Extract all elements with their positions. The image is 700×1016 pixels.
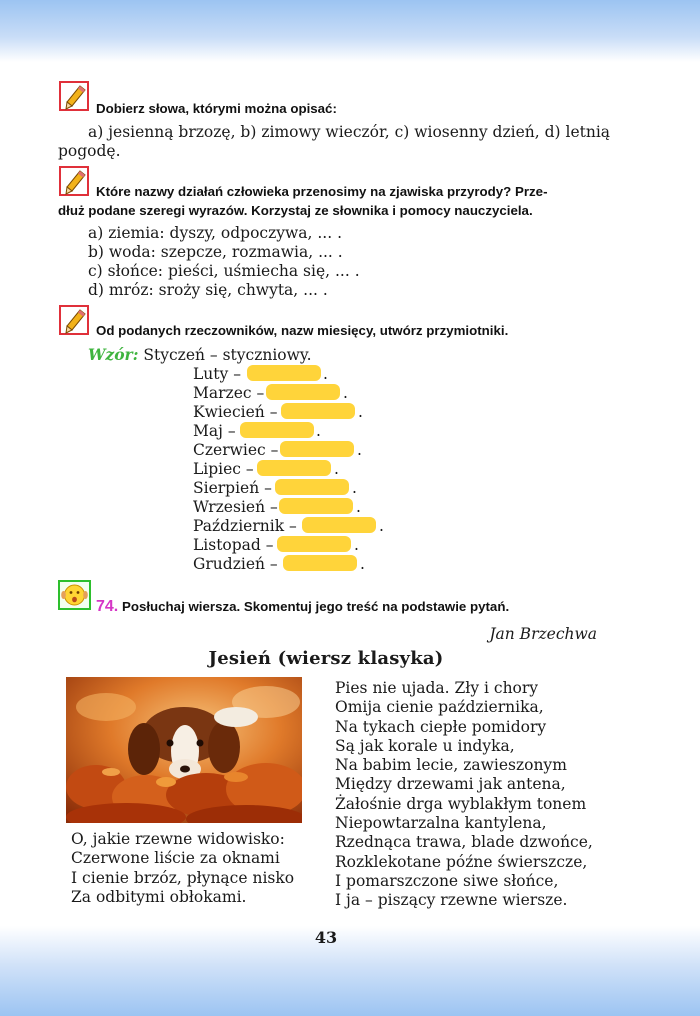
answer-blank[interactable] [283,555,357,571]
period: . [343,384,348,402]
task-3-title: Od podanych rzeczowników, nazw miesięcy, utwórz przymiotniki. [96,323,509,338]
period: . [354,536,359,554]
poem-line: Pies nie ujada. Zły i chory [335,679,539,697]
answer-blank[interactable] [240,422,314,438]
answer-blank[interactable] [280,441,354,457]
answer-blank[interactable] [281,403,355,419]
listen-smiley-icon [58,580,91,610]
poem-title: Jesień (wiersz klasyka) [208,648,444,669]
answer-blank[interactable] [302,517,376,533]
task-1-title: Dobierz słowa, którymi można opisać: [96,101,337,116]
task-2-item: d) mróz: sroży się, chwyta, ... . [88,281,328,299]
period: . [334,460,339,478]
wzor-example [88,345,312,365]
period: . [358,403,363,421]
poem-line: Na tykach ciepłe pomidory [335,717,547,736]
month-label: Maj – [193,422,236,440]
poem-line: Są jak korale u indyka, [335,736,515,755]
wzor-text: Styczeń – styczniowy. [143,346,312,364]
task-2-item: c) słońce: pieści, uśmiecha się, ... . [88,262,360,280]
answer-blank[interactable] [257,460,331,476]
answer-blank[interactable] [277,536,351,552]
month-label: Grudzień – [193,555,278,573]
poem-line: Rzednąca trawa, blade dzwońce, [335,833,593,852]
page-header-band [0,0,700,62]
month-label: Luty – [193,365,241,383]
pencil-icon [59,166,89,196]
dog-in-leaves-photo [66,677,302,823]
task-1-line-1: a) jesienną brzozę, b) zimowy wieczór, c) wiosenny dzień, d) letnią [88,123,611,141]
period: . [360,555,365,573]
task-74-title-text: Posłuchaj wiersza. Skomentuj jego treść na podstawie pytań. [121,599,510,614]
month-label: Sierpień – [193,479,272,497]
pencil-icon [59,305,89,335]
page-number: 43 [314,928,338,947]
month-label: Październik – [193,517,297,535]
period: . [356,498,361,516]
poem-line: Między drzewami jak antena, [335,775,566,794]
wzor-label: Wzór: [88,345,139,364]
poem-line: Czerwone liście za oknami [71,849,280,868]
answer-blank[interactable] [247,365,321,381]
task-number: 74. [96,598,119,615]
poem-line: I ja – piszący rzewne wiersze. [335,891,568,910]
period: . [316,422,321,440]
task-2-item: a) ziemia: dyszy, odpoczywa, ... . [88,224,343,242]
poem-line: Za odbitymi obłokami. [71,887,247,906]
month-label: Listopad – [193,536,274,554]
month-label: Marzec – [193,384,265,402]
poem-line: Na babim lecie, zawieszonym [335,756,567,775]
poem-line: O, jakie rzewne widowisko: [71,830,285,848]
poem-line: Omija cienie października, [335,698,544,717]
task-2-title-line-1: Które nazwy działań człowieka przenosimy na zjawiska przyrody? Prze- [96,184,548,199]
answer-blank[interactable] [279,498,353,514]
period: . [379,517,384,535]
poem-right-column [335,679,593,911]
poem-line: I cienie brzóz, płynące nisko [71,868,295,887]
answer-blank[interactable] [266,384,340,400]
task-2-item: b) woda: szepcze, rozmawia, ... . [88,243,343,261]
poem-line: I pomarszczone siwe słońce, [335,871,559,890]
task-74-title [96,597,509,616]
poem-line: Żałośnie drga wyblakłym tonem [335,794,587,813]
pencil-icon [59,81,89,111]
month-label: Czerwiec – [193,441,279,459]
period: . [323,365,328,383]
month-label: Wrzesień – [193,498,278,516]
answer-blank[interactable] [275,479,349,495]
month-label: Kwiecień – [193,403,278,421]
task-1-line-2: pogodę. [58,142,121,160]
poem-left-column [71,830,294,907]
poem-author: Jan Brzechwa [489,625,597,643]
period: . [352,479,357,497]
task-2-title-line-2: dłuż podane szeregi wyrazów. Korzystaj ze słownika i pomocy nauczyciela. [58,203,533,218]
month-label: Lipiec – [193,460,254,478]
period: . [357,441,362,459]
poem-line: Niepowtarzalna kantylena, [335,814,547,833]
poem-line: Rozklekotane późne świerszcze, [335,852,588,871]
